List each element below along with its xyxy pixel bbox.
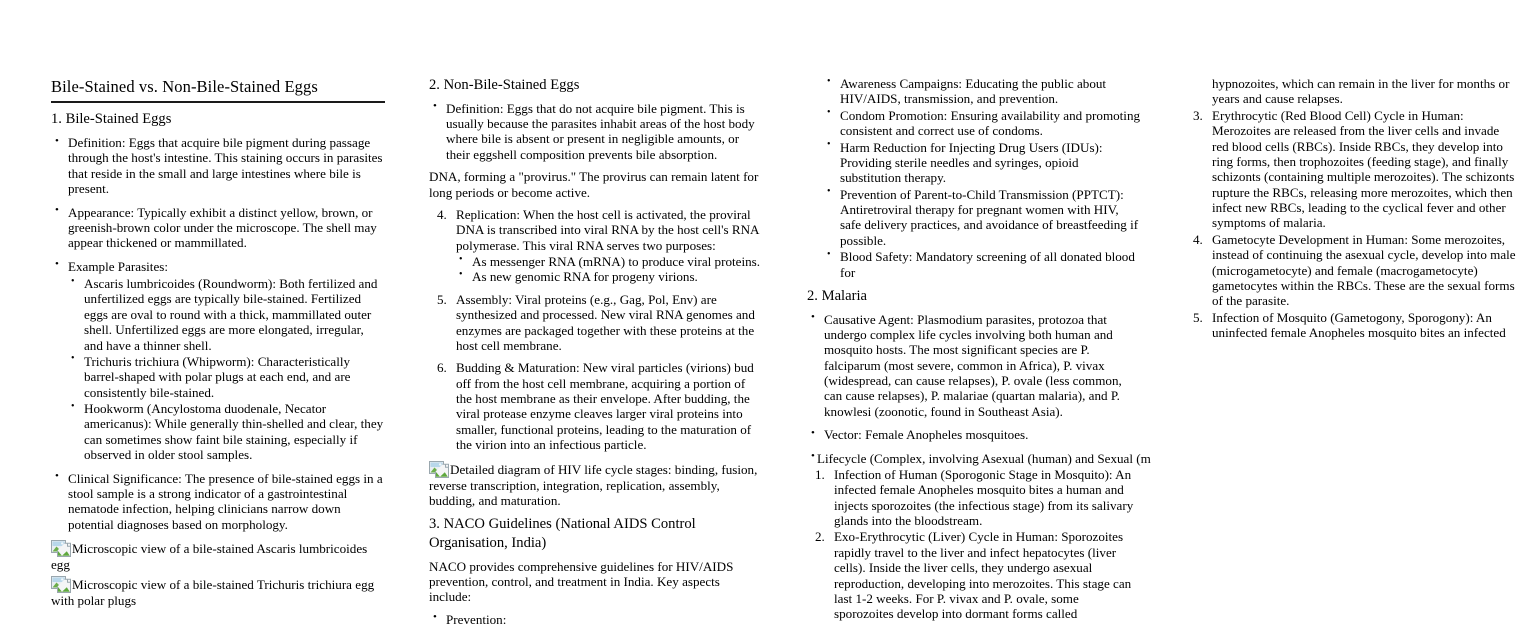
broken-image-icon (51, 576, 71, 594)
hiv-lifecycle-step-list (429, 207, 763, 453)
list-item-label: Prevention: (446, 611, 507, 627)
naco-intro-paragraph: NACO provides comprehensive guidelines for HIV/AIDS prevention, control, and treatment in India. Key aspects include: (429, 558, 734, 605)
broken-image-caption-hiv-diagram (429, 460, 763, 509)
non-bile-stained-bullet-list (429, 101, 763, 163)
list-item: • As new genomic RNA for progeny virions. (456, 269, 763, 284)
list-item: • Hookworm (Ancylostoma duodenale, Necator americanus): While generally thin-shelled and clear, they can sometimes show faint bile staining, especially if observed in older stool samples. (68, 401, 385, 463)
list-item: • Causative Agent: Plasmodium parasites, protozoa that undergo complex life cycles involving both human and mosquito hosts. The most significant species are P. falciparum (most severe, common in Africa), P. vivax (widespread, can cause relapses), P. ovale (less common, can cause relapses), P. malariae (quartan malaria), and P. knowlesi (zoonotic, found in Southeast Asia). (807, 312, 1141, 420)
list-item: Assembly: Viral proteins (e.g., Gag, Pol, Env) are synthesized and processed. New viral RNA genomes and enzymes are packaged together with these proteins at the host cell membrane. (456, 291, 755, 353)
continued-paragraph: DNA, forming a "provirus." The provirus can remain latent for long periods or become active. (429, 169, 759, 200)
section-heading-naco: 3. NACO Guidelines (National AIDS Control Organisation, India) (429, 516, 696, 551)
example-parasites-sublist (68, 276, 385, 463)
list-item: • Awareness Campaigns: Educating the public about HIV/AIDS, transmission, and prevention. (824, 76, 1141, 107)
list-item-label: Replication: When the host cell is activated, the proviral DNA is transcribed into viral RNA by the host cell's RNA polymerase. This viral RNA serves two purposes: (456, 206, 759, 253)
section-heading-bile-stained: 1. Bile-Stained Eggs (51, 111, 172, 128)
list-item-label: Example Parasites: (68, 258, 168, 274)
broken-image-icon (51, 540, 71, 558)
list-item: • Harm Reduction for Injecting Drug Users (IDUs): Providing sterile needles and syringes, opioid substitution therapy. (824, 140, 1141, 186)
list-item: • Blood Safety: Mandatory screening of all donated blood for (824, 249, 1141, 280)
section-heading-malaria: 2. Malaria (807, 287, 867, 304)
list-item: Budding & Maturation: New viral particles (virions) bud off from the host cell membrane, acquiring a portion of the host membrane as their envelope. After budding, the viral protease enzyme cleaves larger viral proteins into smaller, functional proteins, leading to the maturation of the virion into an infectious particle. (456, 360, 754, 453)
section-heading-non-bile-stained: 2. Non-Bile-Stained Eggs (429, 77, 580, 93)
list-item: • As messenger RNA (mRNA) to produce viral proteins. (456, 254, 763, 269)
list-item: • Trichuris trichiura (Whipworm): Characteristically barrel-shaped with polar plugs at each end, and are consistently bile-stained. (68, 354, 385, 400)
list-item: Erythrocytic (Red Blood Cell) Cycle in Human: Merozoites are released from the liver cells and invade red blood cells (RBCs). Inside RBCs, they develop into ring forms, then trophozoites (feeding stage), and finally schizonts (containing multiple merozoites). The schizonts rupture the RBCs, releasing more merozoites, which then infect new RBCs, leading to the cyclical fever and other symptoms of malaria. (1212, 107, 1515, 231)
list-item: Infection of Mosquito (Gametogony, Sporogony): An uninfected female Anopheles mosquito bites an infected (1212, 309, 1506, 340)
page-title: Bile-Stained vs. Non-Bile-Stained Eggs (51, 76, 385, 103)
list-item: • Definition: Eggs that acquire bile pigment during passage through the host's intestine. This staining occurs in parasites that reside in the small and large intestines where bile is present. (51, 135, 385, 197)
malaria-bullet-list (807, 312, 1141, 443)
image-alt-text: Microscopic view of a bile-stained Ascaris lumbricoides egg (51, 541, 368, 573)
bile-stained-bullet-list (51, 135, 385, 532)
list-item: Gametocyte Development in Human: Some merozoites, instead of continuing the asexual cycle, develop into male (microgametocyte) and female (macrogametocyte) gametocytes within the RBCs. These are the sexual forms of the parasite. (1212, 231, 1516, 309)
list-item: • Clinical Significance: The presence of bile-stained eggs in a stool sample is a strong indicator of a gastrointestinal nematode infection, helping clinicians narrow down potential diagnoses based on morphology. (51, 471, 385, 533)
list-item: Exo-Erythrocytic (Liver) Cycle in Human: Sporozoites rapidly travel to the liver and infect hepatocytes (liver cells). Inside the liver cells, they undergo asexual reproduction, developing into merozoites. This stage can last 1-2 weeks. For P. vivax and P. ovale, some sporozoites develop into dormant forms called hypnozoites, which can remain in the liver for months or years and cause relapses. (834, 76, 1510, 622)
list-item: • Definition: Eggs that do not acquire bile pigment. This is usually because the parasites inhabit areas of the host body where bile is absent or present in negligible amounts, or their eggshell composition prevents bile absorption. (429, 101, 763, 163)
three-column-layout (51, 76, 1516, 636)
list-item: • Prevention of Parent-to-Child Transmission (PPTCT): Antiretroviral therapy for pregnant women with HIV, safe delivery practices, and avoidance of breastfeeding if possible. (824, 187, 1141, 249)
list-item: • Ascaris lumbricoides (Roundworm): Both fertilized and unfertilized eggs are typically bile-stained. Fertilized eggs are oval to round with a thick, mammillated outer shell. Unfertilized eggs are more elongated, irregular, and have a thinner shell. (68, 276, 385, 353)
list-item: Infection of Human (Sporogonic Stage in Mosquito): An infected female Anopheles mosquito bites a human and injects sporozoites (the infectious stage) from its salivary glands into the bloodstream. (834, 466, 1134, 529)
image-alt-text: Microscopic view of a bile-stained Trichuris trichiura egg with polar plugs (51, 577, 375, 609)
broken-image-caption-ascaris (51, 539, 385, 572)
broken-image-caption-trichuris (51, 575, 385, 608)
list-item (51, 259, 385, 463)
replication-sublist (456, 254, 763, 285)
list-item: • Vector: Female Anopheles mosquitoes. (807, 427, 1141, 442)
image-alt-text: Detailed diagram of HIV life cycle stages: binding, fusion, reverse transcription, integration, replication, assembly, budding, and maturation. (429, 461, 758, 508)
broken-image-icon (429, 461, 449, 479)
lifecycle-label-truncated: Lifecycle (Complex, involving Asexual (human) and Sexual (m (817, 450, 1151, 466)
list-item: • Condom Promotion: Ensuring availability and promoting consistent and correct use of condoms. (824, 108, 1141, 139)
list-item: • Appearance: Typically exhibit a distinct yellow, brown, or greenish-brown color under the microscope. The shell may appear thickened or mammillated. (51, 205, 385, 251)
prevention-sublist (824, 76, 1141, 280)
list-item (429, 207, 763, 285)
